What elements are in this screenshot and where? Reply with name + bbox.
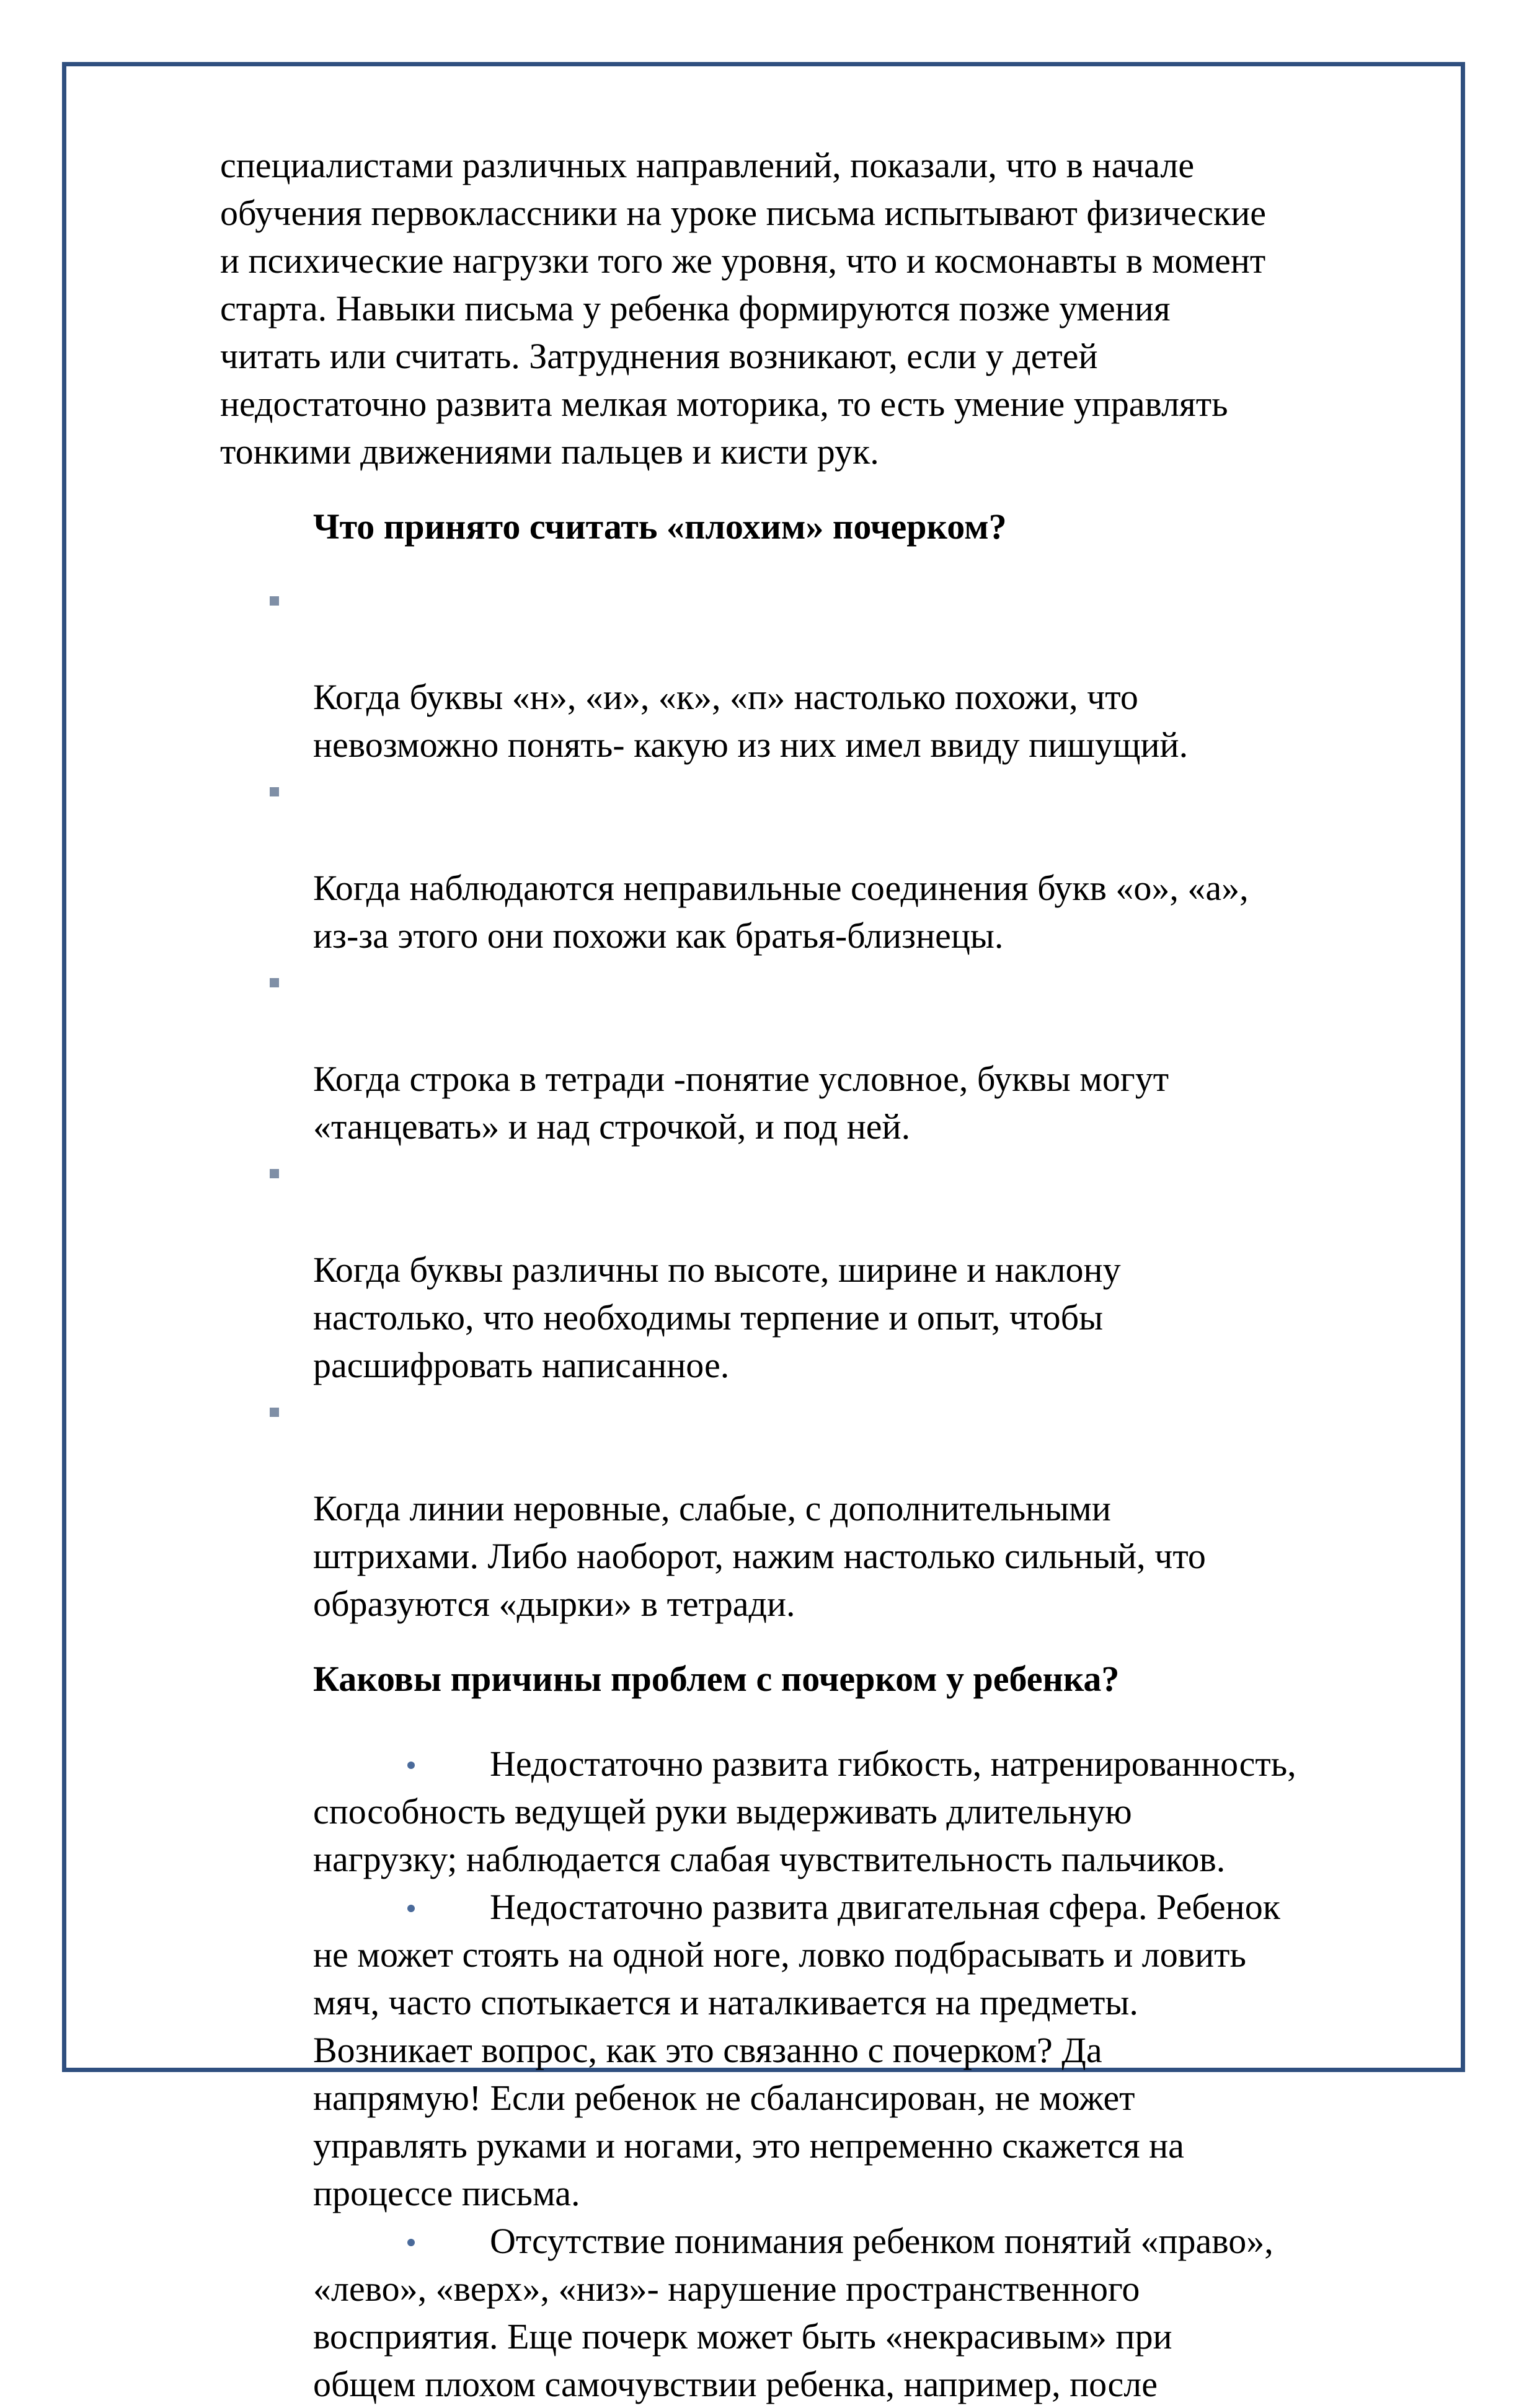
list-item — [220, 2217, 1454, 2408]
list-item — [220, 1150, 1454, 1389]
causes-list — [220, 1740, 1454, 2408]
list-item — [220, 1389, 1454, 1628]
dot-bullet-icon — [407, 2239, 415, 2246]
list-item-text: Когда строка в тетради -понятие условное, буквы могут «танцевать» и над строчкой, и под ней. — [313, 1059, 1169, 1147]
square-bullet-icon — [270, 1169, 279, 1178]
list-item-text: Когда наблюдаются неправильные соединения букв «о», «а», из-за этого они похожи как братья-близнецы. — [313, 868, 1249, 956]
list-item-text: Недостаточно развита гибкость, натренированность, способность ведущей руки выдерживать длительную нагрузку; наблюдается слабая чувствительность пальчиков. — [313, 1744, 1296, 1879]
list-item-text: Когда буквы различны по высоте, ширине и наклону настолько, что необходимы терпение и опыт, чтобы расшифровать написанное. — [313, 1250, 1121, 1385]
intro-paragraph: специалистами различных направлений, показали, что в начале обучения первоклассники на уроке письма испытывают физические и психические нагрузки того же уровня, что и космонавты в момент старта. Навыки письма у ребенка формируются позже умения читать или считать. Затруднения возникают, если у детей недостаточно развита мелкая моторика, то есть умение управлять тонкими движениями пальцев и кисти рук. — [220, 145, 1266, 472]
list-item-text: Отсутствие понимания ребенком понятий «право», «лево», «верх», «низ»- нарушение пространственного восприятия. Еще почерк может быть «некрасивым» при общем плохом самочувствии ребенка, например, после — [313, 2221, 1273, 2404]
list-item — [220, 1883, 1454, 2217]
list-item-text: Когда буквы «н», «и», «к», «п» настолько похожи, что невозможно понять- какую из них имел ввиду пишущий. — [313, 677, 1189, 765]
bad-handwriting-list — [220, 578, 1454, 1628]
section-heading-causes: Каковы причины проблем с почерком у ребенка? — [313, 1659, 1120, 1699]
square-bullet-icon — [270, 787, 279, 796]
list-item — [220, 578, 1454, 769]
document-body — [220, 141, 1454, 2408]
list-item-text: Недостаточно развита двигательная сфера. Ребенок не может стоять на одной ноге, ловко подбрасывать и ловить мяч, часто спотыкается и наталкивается на предметы. Возникает вопрос, как это связанно с почерком? Да напрямую! Если ребенок не сбалансирован, не может управлять руками и ногами, это непременно скажется на процессе письма. — [313, 1887, 1280, 2213]
list-item-text: Когда линии неровные, слабые, с дополнительными штрихами. Либо наоборот, нажим настолько сильный, что образуются «дырки» в тетради. — [313, 1488, 1206, 1624]
square-bullet-icon — [270, 1408, 279, 1417]
dot-bullet-icon — [407, 1762, 415, 1769]
list-item — [220, 1740, 1454, 1883]
square-bullet-icon — [270, 596, 279, 606]
square-bullet-icon — [270, 978, 279, 987]
section-heading-bad-handwriting: Что принято считать «плохим» почерком? — [313, 506, 1007, 547]
list-item — [220, 769, 1454, 959]
dot-bullet-icon — [407, 1905, 415, 1912]
list-item — [220, 959, 1454, 1150]
